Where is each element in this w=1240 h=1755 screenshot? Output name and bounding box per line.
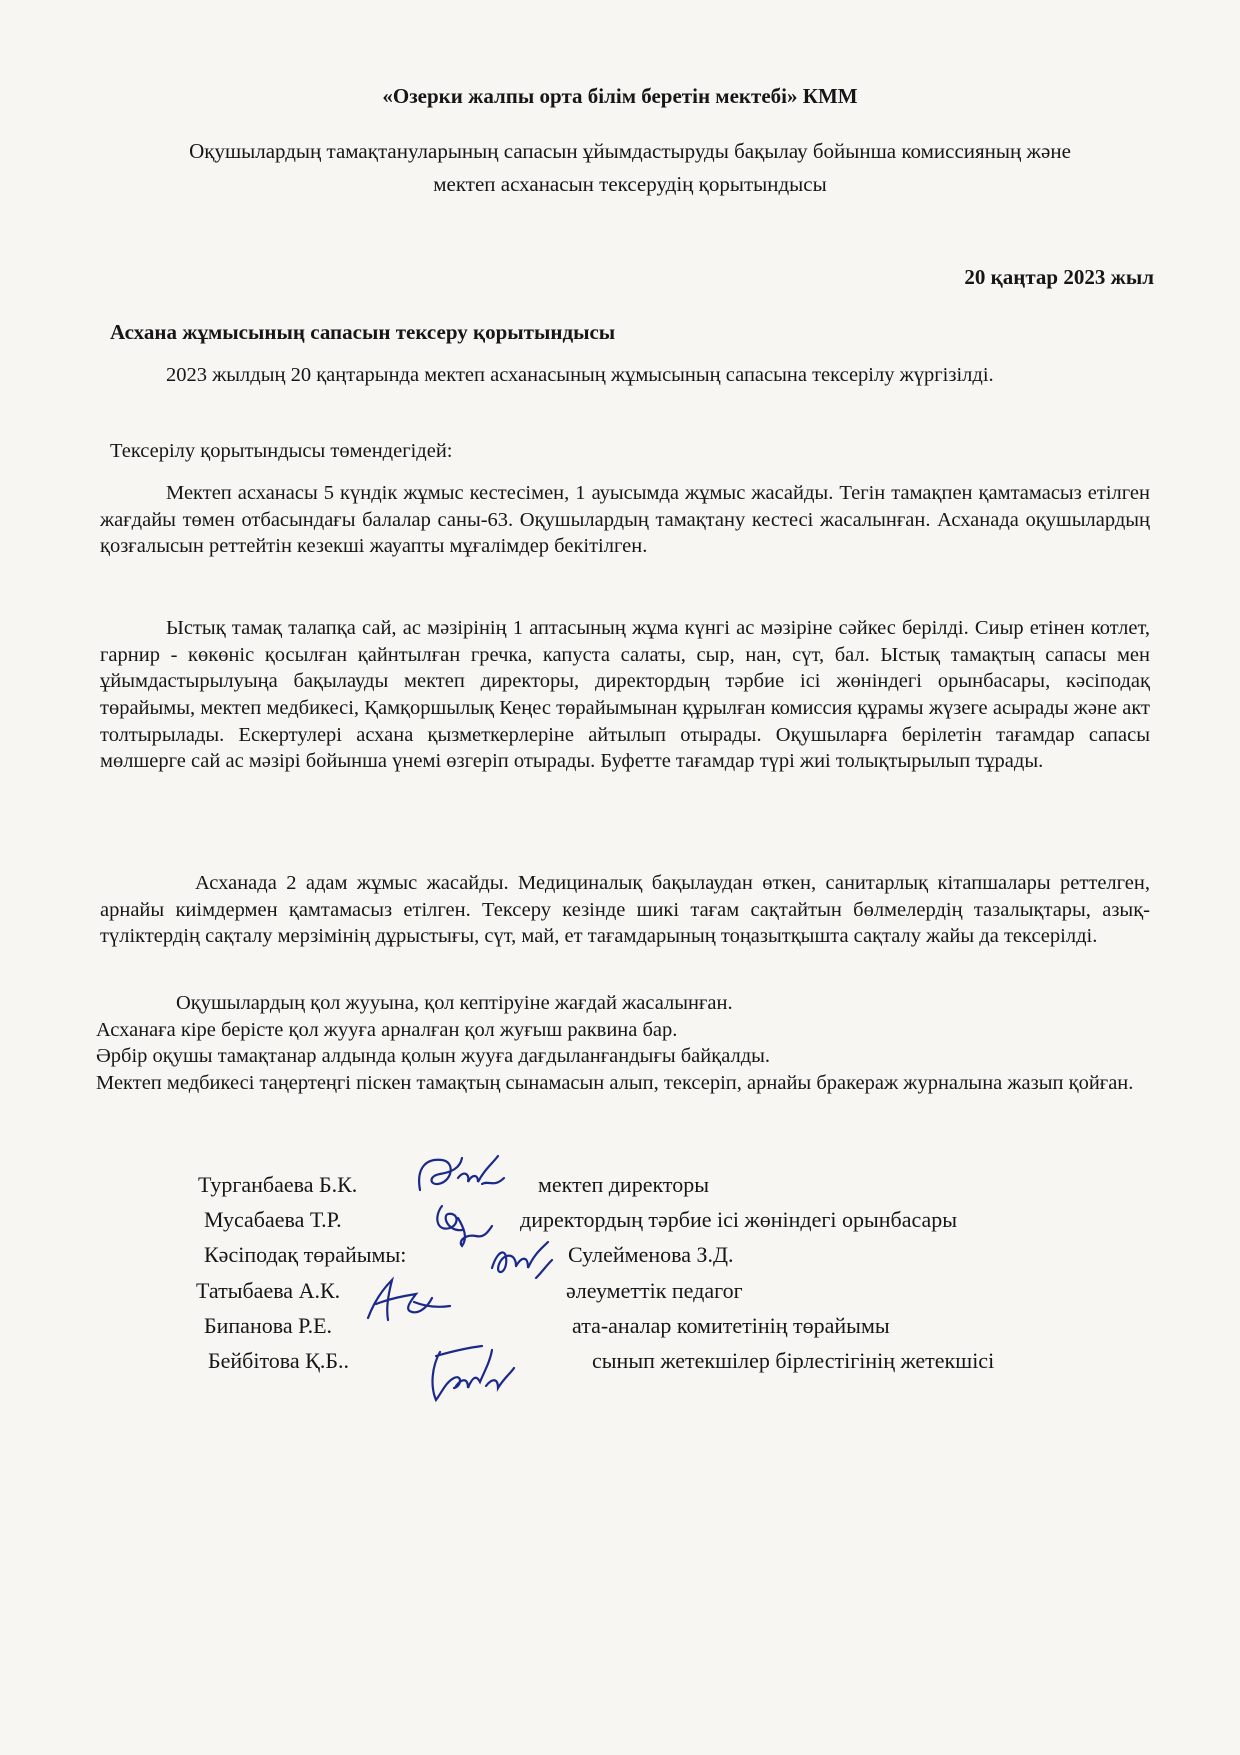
intro-text: 2023 жылдың 20 қаңтарында мектеп асханасының жұмысының сапасына тексерілу жүргізілді. (166, 364, 994, 386)
organization-title: «Озерки жалпы орта білім беретін мектебі» КММ (382, 84, 858, 108)
signatory-name: Татыбаева А.К. (196, 1278, 341, 1303)
paragraph-1-text: Мектеп асханасы 5 күндік жұмыс кестесімен, 1 ауысымда жұмыс жасайды. Тегін тамақпен қамтамасыз етілген жағдайы төмен отбасындағы балалар саны-63. Оқушылардың тамақтану кестесі жасалынған. Асханада оқушылардың қозғалысын реттейтін кезекші жауапты мұғалімдер бекітілген. (100, 482, 1150, 558)
paragraph-3-text: Асханада 2 адам жұмыс жасайды. Медициналық бақылаудан өткен, санитарлық кітапшалары реттелген, арнайы киімдермен қамтамасыз етілген. Тексеру кезінде шикі тағам сақтайтын бөлмелердің тазалықтары, азық-түліктердің сақталу мерзімінің дұрыстығы, сүт, май, ет тағамдарының тоңазытқышта сақталу жайы да тексерілді. (100, 872, 1150, 948)
signatory-role: сынып жетекшілер бірлестігінің жетекшісі (592, 1348, 995, 1373)
hygiene-notes (96, 990, 1156, 1097)
paragraph-staff (100, 870, 1150, 950)
signatory-name: Кәсіподақ төрайымы: (204, 1242, 407, 1267)
document-title-line-2: мектеп асханасын тексерудің қорытындысы (433, 171, 827, 196)
signatory-name: Мусабаева Т.Р. (204, 1207, 342, 1232)
hygiene-line-3: Әрбір оқушы тамақтанар алдында қолын жууға дағдыланғандығы байқалды. (96, 1045, 771, 1068)
section-title: Асхана жұмысының сапасын тексеру қорытындысы (110, 320, 616, 344)
document-title-line-1: Оқушылардың тамақтануларының сапасын ұйымдастыруды бақылау бойынша комиссияның және (189, 139, 1071, 163)
intro-paragraph (100, 362, 1150, 389)
signatory-role: мектеп директоры (538, 1172, 709, 1197)
document-date: 20 қаңтар 2023 жыл (964, 265, 1154, 289)
signatory-name: Турганбаева Б.К. (198, 1172, 358, 1197)
signatory-role: директордың тәрбие ісі жөніндегі орынбасары (520, 1207, 958, 1232)
paragraph-meals (100, 615, 1150, 775)
signatory-role: Сулейменова З.Д. (568, 1242, 734, 1267)
signatory-role: әлеуметтік педагог (566, 1278, 743, 1303)
paragraph-schedule (100, 480, 1150, 560)
signatory-role: ата-аналар комитетінің төрайымы (572, 1313, 890, 1338)
results-heading: Тексерілу қорытындысы төмендегідей: (110, 440, 453, 462)
signatory-name: Бейбітова Қ.Б.. (208, 1348, 349, 1373)
hygiene-line-2: Асханаға кіре берісте қол жууға арналған қол жуғыш раквина бар. (96, 1018, 678, 1041)
signature-1-icon (412, 1148, 508, 1204)
paragraph-2-text: Ыстық тамақ талапқа сай, ас мәзірінің 1 аптасының жұма күнгі ас мәзіріне сәйкес берілді. Сиыр етінен котлет, гарнир - көкөніс қосылған қайнтылған гречка, капуста салаты, сыр, нан, сүт, бал. Ыстық тамақтың сапасы мен ұйымдастырылуыңа бақылауды мектеп директоры, директордың тәрбие ісі жөніндегі орынбасары, кәсіподақ төрайымы, мектеп медбикесі, Қамқоршылық Кеңес төрайымынан құрылған комиссия құрамы жүзеге асырады және акт толтырылады. Ескертулері асхана қызметкерлеріне айтылып отырады. Оқушыларға берілетін тағамдар сапасы мөлшерге сай ас мәзірі бойынша үнемі өзгеріп отырады. Буфетте тағамдар түрі жиі толықтырылып тұрады. (100, 617, 1150, 773)
hygiene-line-4: Мектеп медбикесі таңертеңгі піскен тамақтың сынамасын алып, тексеріп, арнайы бракераж журналына жазып қойған. (96, 1071, 1134, 1094)
hygiene-line-1: Оқушылардың қол жууына, қол кептіруіне жағдай жасалынған. (176, 992, 733, 1014)
signatory-name: Бипанова Р.Е. (204, 1313, 333, 1338)
document-title (100, 135, 1160, 200)
signature-4-icon (358, 1272, 458, 1328)
signature-5-icon (426, 1342, 518, 1408)
signature-3-icon (486, 1238, 556, 1284)
